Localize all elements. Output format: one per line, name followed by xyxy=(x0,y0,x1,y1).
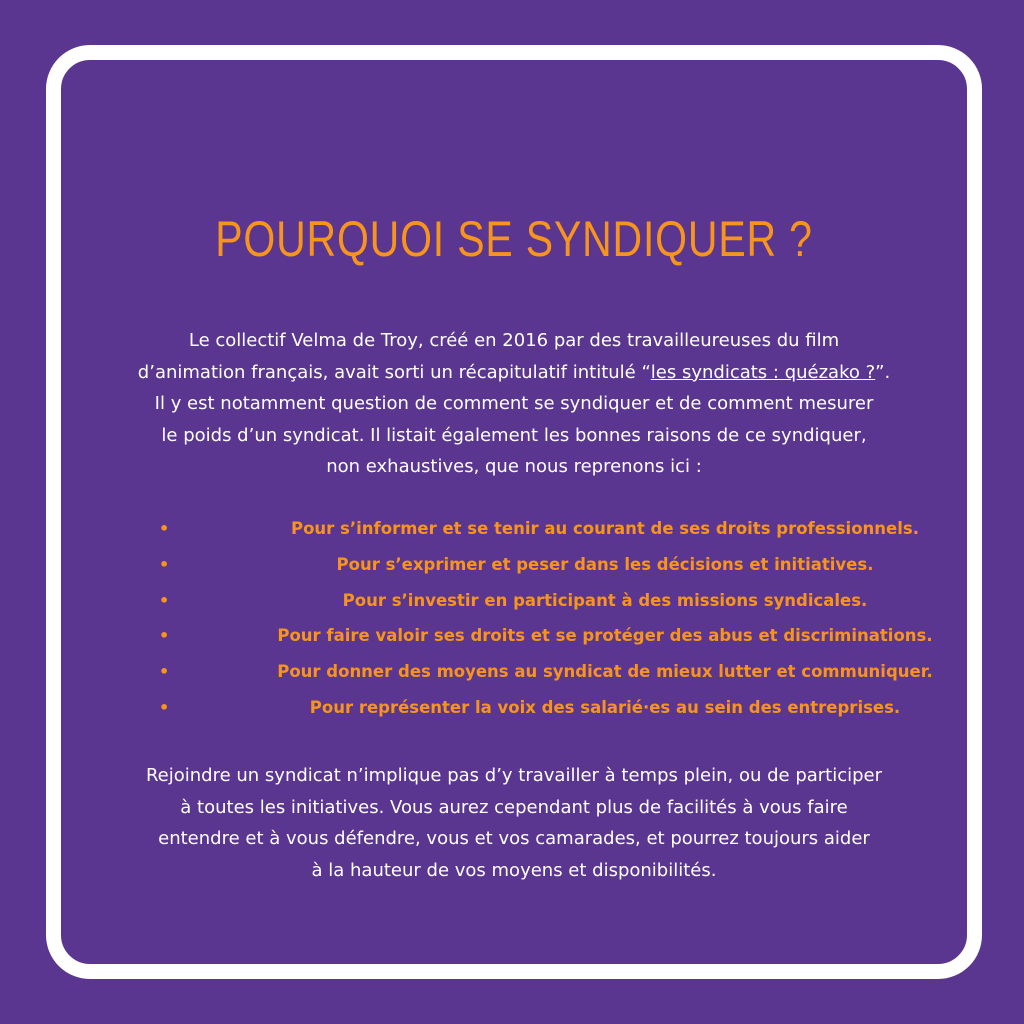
bullet-icon: • xyxy=(159,590,170,610)
bullet-icon: • xyxy=(159,697,170,717)
intro-line: Le collectif Velma de Troy, créé en 2016 par des travailleureuses du film xyxy=(188,330,840,351)
intro-line: le poids d’un syndicat. Il listait également les bonnes raisons de ce syndiquer, xyxy=(161,424,867,446)
reason-text: Pour s’exprimer et peser dans les décisions et initiatives. xyxy=(336,554,874,574)
list-item xyxy=(151,690,1024,726)
reason-text: Pour s’informer et se tenir au courant de ses droits professionnels. xyxy=(291,519,919,538)
list-item xyxy=(151,547,1024,583)
intro-text: d’animation français, avait sorti un récapitulatif intitulé “ xyxy=(137,361,651,383)
intro-line: Il y est notamment question de comment se syndiquer et de comment mesurer xyxy=(154,393,874,414)
reason-text: Pour donner des moyens au syndicat de mieux lutter et communiquer. xyxy=(277,662,933,682)
bullet-icon: • xyxy=(159,626,170,646)
intro-text: ”. xyxy=(875,361,891,383)
intro-line xyxy=(131,357,897,389)
bullet-icon: • xyxy=(159,662,170,682)
bullet-icon: • xyxy=(159,554,170,574)
bullet-icon: • xyxy=(159,519,170,538)
outro-line: entendre et à vous défendre, vous et vos camarades, et pourrez toujours aider xyxy=(158,828,870,849)
outro-line: Rejoindre un syndicat n’implique pas d’y travailler à temps plein, ou de participer xyxy=(145,765,883,786)
reason-text: Pour faire valoir ses droits et se protéger des abus et discriminations. xyxy=(277,626,933,646)
page-title: POURQUOI SE SYNDIQUER ? xyxy=(215,211,813,267)
list-item xyxy=(151,618,1024,654)
outro-line: à toutes les initiatives. Vous aurez cependant plus de facilités à vous faire xyxy=(180,796,848,818)
content-card xyxy=(46,45,982,979)
reason-text: Pour représenter la voix des salarié·es au sein des entreprises. xyxy=(309,697,901,717)
intro-line: non exhaustives, que nous reprenons ici : xyxy=(326,456,702,477)
list-item xyxy=(151,654,1024,690)
reasons-list xyxy=(151,511,1024,726)
syndicats-quezako-link[interactable]: les syndicats : quézako ? xyxy=(650,361,876,383)
reason-text: Pour s’investir en participant à des missions syndicales. xyxy=(342,590,868,610)
outro-line: à la hauteur de vos moyens et disponibilités. xyxy=(311,859,717,881)
outro-paragraph xyxy=(131,760,897,886)
list-item xyxy=(151,583,1024,619)
intro-paragraph xyxy=(131,325,897,483)
list-item xyxy=(151,511,1024,547)
